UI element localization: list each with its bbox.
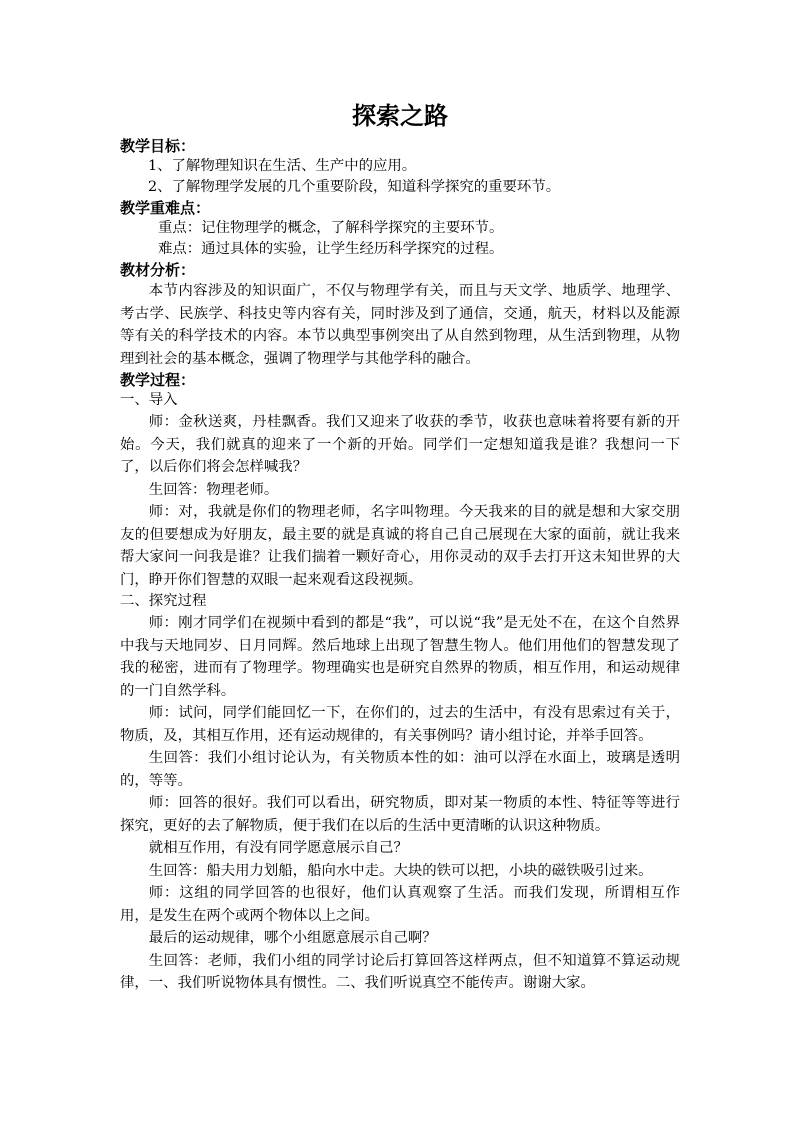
objectives-heading: 教学目标： [120, 137, 196, 155]
process-heading: 教学过程： [120, 371, 196, 389]
intro-paragraph-2: 生回答：物理老师。 [148, 481, 279, 498]
inquiry-paragraph-2: 师：试问，同学们能回忆一下，在你们的，过去的生活中，有没有思索过有关于，物质，及，其相互作用，还有运动规律的，有关事例吗？请小组讨论，并举手回答。 [120, 705, 680, 744]
key-points-section [120, 198, 680, 260]
inquiry-paragraph-4: 师：回答的很好。我们可以看出，研究物质，即对某一物质的本性、特征等等进行探究，更好的去了解物质，便于我们在以后的生活中更清晰的认识这种物质。 [120, 795, 680, 834]
objectives-section [120, 136, 680, 198]
inquiry-paragraph-9: 生回答：老师，我们小组的同学讨论后打算回答这样两点，但不知道算不算运动规律，一、我们听说物体具有惯性。二、我们听说真空不能传声。谢谢大家。 [120, 952, 680, 991]
section-intro-label: 一、导入 [120, 392, 178, 408]
inquiry-paragraph-3: 生回答：我们小组讨论认为，有关物质本性的如：油可以浮在水面上，玻璃是透明的，等等。 [120, 750, 680, 789]
objective-item-2: 2、了解物理学发展的几个重要阶段，知道科学探究的重要环节。 [148, 179, 561, 195]
document-title: 探索之路 [352, 101, 448, 130]
inquiry-paragraph-7: 师：这组的同学回答的也很好，他们认真观察了生活。而我们发现，所谓相互作用，是发生在两个或两个物体以上之间。 [120, 885, 680, 924]
objective-item-1: 1、了解物理知识在生活、生产中的应用。 [148, 158, 417, 174]
inquiry-paragraph-8: 最后的运动规律，哪个小组愿意展示自己啊？ [148, 930, 437, 946]
section-inquiry-label: 二、探究过程 [120, 593, 207, 609]
key-point-difficulty: 难点：通过具体的实验，让学生经历科学探究的过程。 [158, 241, 504, 257]
process-section [120, 370, 680, 995]
inquiry-paragraph-5: 就相互作用，有没有同学愿意展示自己？ [148, 840, 408, 856]
inquiry-paragraph-1: 师：刚才同学们在视频中看到的都是“我”，可以说“我”是无处不在，在这个自然界中我与天地同岁、日月同辉。然后地球上出现了智慧生物人。他们用他们的智慧发现了我的秘密，进而有了物理学。物理确实也是研究自然界的物质，相互作用，和运动规律的一门自然学科。 [120, 615, 680, 699]
intro-paragraph-3: 师：对，我就是你们的物理老师，名字叫物理。今天我来的目的就是想和大家交朋友的但要想成为好朋友，最主要的就是真诚的将自己自己展现在大家的面前，就让我来帮大家问一问我是谁？让我们揣着一颗好奇心，用你灵动的双手去打开这未知世界的大门，睁开你们智慧的双眼一起来观看这段视频。 [120, 504, 680, 588]
analysis-text: 本节内容涉及的知识面广，不仅与物理学有关，而且与天文学、地质学、地理学、考古学、民族学、科技史等内容有关，同时涉及到了通信，交通，航天，材料以及能源等有关的科学技术的内容。本节以典型事例突出了从自然到物理，从生活到物理，从物理到社会的基本概念，强调了物理学与其他学科的融合。 [120, 283, 680, 367]
intro-paragraph-1: 师：金秋送爽，丹桂飘香。我们又迎来了收获的季节，收获也意味着将要有新的开始。今天，我们就真的迎来了一个新的开始。同学们一定想知道我是谁？我想问一下了，以后你们将会怎样喊我？ [120, 414, 680, 475]
inquiry-paragraph-6: 生回答：船夫用力划船，船向水中走。大块的铁可以把，小块的磁铁吸引过来。 [148, 862, 653, 879]
key-point-focus: 重点：记住物理学的概念，了解科学探究的主要环节。 [158, 220, 504, 236]
analysis-section [120, 260, 680, 370]
analysis-heading: 教材分析： [120, 261, 196, 279]
key-points-heading: 教学重难点： [120, 199, 211, 217]
document-page [120, 96, 680, 995]
